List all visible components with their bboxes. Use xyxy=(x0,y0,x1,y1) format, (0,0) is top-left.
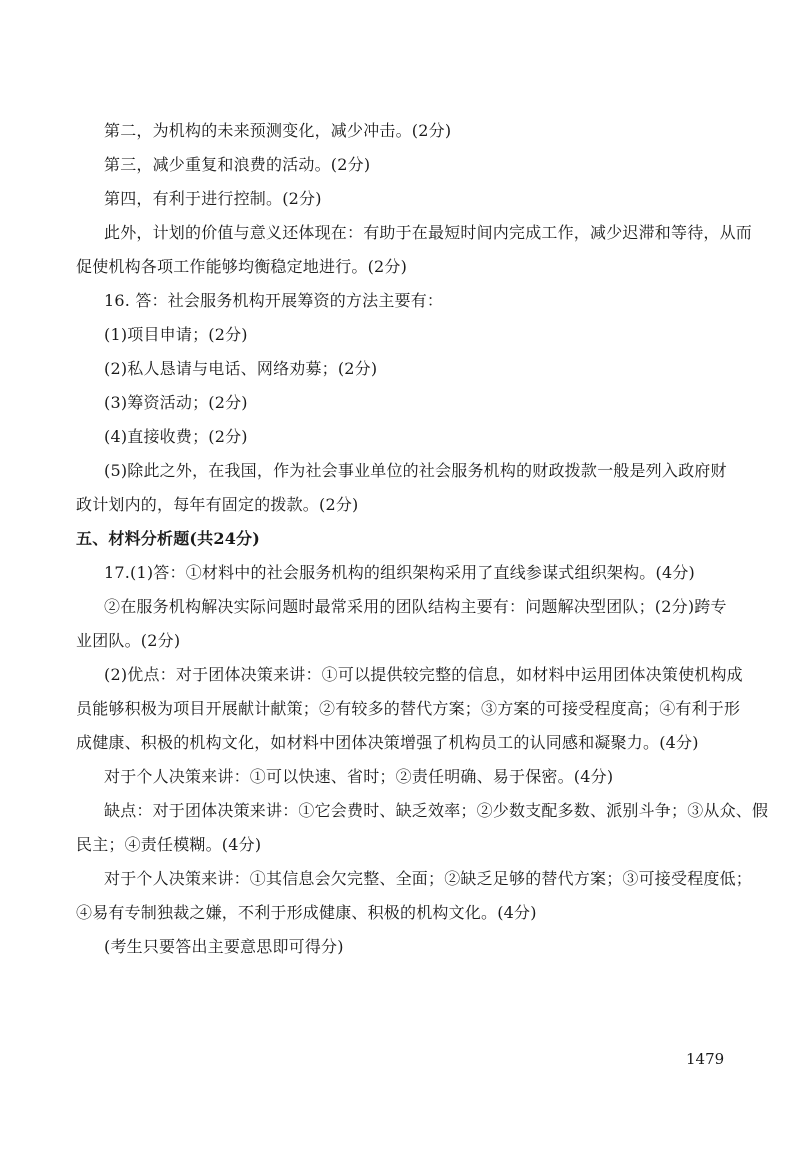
paragraph-line: 对于个人决策来讲：①其信息会欠完整、全面；②缺乏足够的替代方案；③可接受程度低； xyxy=(104,869,753,888)
list-item: (1)项目申请；(2分) xyxy=(104,325,248,344)
section-heading: 五、材料分析题(共24分) xyxy=(76,529,261,548)
paragraph-line: 政计划内的，每年有固定的拨款。(2分) xyxy=(76,495,359,514)
list-item: (2)私人恳请与电话、网络劝募；(2分) xyxy=(104,359,378,378)
paragraph-line: 缺点：对于团体决策来讲：①它会费时、缺乏效率；②少数支配多数、派别斗争；③从众、假 xyxy=(104,801,769,820)
paragraph-line: ④易有专制独裁之嫌，不利于形成健康、积极的机构文化。(4分) xyxy=(76,903,537,922)
paragraph-line: 第四，有利于进行控制。(2分) xyxy=(104,189,322,208)
paragraph-line: 此外，计划的价值与意义还体现在：有助于在最短时间内完成工作，减少迟滞和等待，从而 xyxy=(104,223,753,242)
paragraph-line: 民主；④责任模糊。(4分) xyxy=(76,835,262,854)
list-item: (3)筹资活动；(2分) xyxy=(104,393,248,412)
paragraph-line: 业团队。(2分) xyxy=(76,631,181,650)
paragraph-line: 促使机构各项工作能够均衡稳定地进行。(2分) xyxy=(76,257,408,276)
question-16-heading: 16. 答：社会服务机构开展筹资的方法主要有： xyxy=(104,291,444,310)
paragraph-line: 第三，减少重复和浪费的活动。(2分) xyxy=(104,155,371,174)
paragraph-line: 第二，为机构的未来预测变化，减少冲击。(2分) xyxy=(104,121,452,140)
paragraph-line: 成健康、积极的机构文化，如材料中团体决策增强了机构员工的认同感和凝聚力。(4分) xyxy=(76,733,699,752)
question-17-answer: 17.(1)答：①材料中的社会服务机构的组织架构采用了直线参谋式组织架构。(4分) xyxy=(104,563,695,582)
list-item: (5)除此之外，在我国，作为社会事业单位的社会服务机构的财政拨款一般是列入政府财 xyxy=(104,461,727,480)
paragraph-line: ②在服务机构解决实际问题时最常采用的团队结构主要有：问题解决型团队；(2分)跨专 xyxy=(104,597,727,616)
paragraph-line: 对于个人决策来讲：①可以快速、省时；②责任明确、易于保密。(4分) xyxy=(104,767,614,786)
grading-note: (考生只要答出主要意思即可得分) xyxy=(104,937,344,956)
paragraph-line: (2)优点：对于团体决策来讲：①可以提供较完整的信息，如材料中运用团体决策使机构成 xyxy=(104,665,743,684)
paragraph-line: 员能够积极为项目开展献计献策；②有较多的替代方案；③方案的可接受程度高；④有利于形 xyxy=(76,699,741,718)
page-number: 1479 xyxy=(686,1050,725,1068)
list-item: (4)直接收费；(2分) xyxy=(104,427,248,446)
